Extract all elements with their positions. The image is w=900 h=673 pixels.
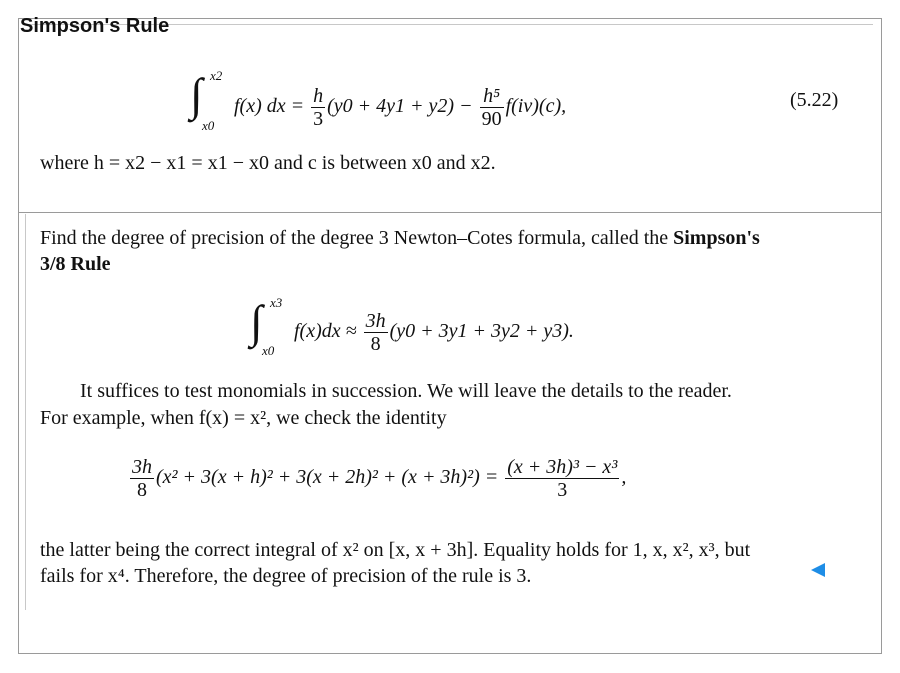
identity-rhs-fraction: $\frac{\text{(x + 3h)³ − x³}}{3}$ xyxy=(507,456,618,501)
simpson-38-terms: (y0 + 3y1 + 3y2 + y3). xyxy=(389,320,574,343)
left-triangle-icon xyxy=(811,563,825,577)
integral-sign: ∫ xyxy=(190,69,203,120)
lower-limit: x0 xyxy=(262,343,275,358)
box-title: Simpson's Rule xyxy=(20,15,170,37)
lower-limit: x0 xyxy=(202,118,215,133)
simpson-terms: (y0 + 4y1 + y2) − xyxy=(327,95,473,118)
paragraph2-line1: the latter being the correct integral of x² on [x, x + 3h]. Equality holds for 1, x, x², x³, but xyxy=(40,539,751,561)
where-clause: where h = x2 − x1 = x1 − x0 and c is between x0 and x2. xyxy=(40,152,496,174)
simpsons-38-equation xyxy=(250,295,670,365)
upper-limit: x3 xyxy=(270,295,283,310)
fraction-3h-over-8: $\frac{3h}{8}$ xyxy=(132,456,152,501)
fraction-h-over-3: $\frac{h}{3}$ xyxy=(313,85,324,130)
equation-number: (5.22) xyxy=(790,89,839,111)
simpsons-rule-equation xyxy=(190,68,670,138)
paragraph1-line1: It suffices to test monomials in succession. We will leave the details to the reader. xyxy=(80,380,732,402)
example-intro-line1: Find the degree of precision of the degree 3 Newton–Cotes formula, called the Simpson's xyxy=(40,227,760,249)
example-side-rule xyxy=(25,214,26,610)
rule-name-bold: Simpson's xyxy=(673,227,760,249)
integrand: f(x)dx ≈ xyxy=(294,320,357,343)
fraction-h5-over-90: $\frac{\text{h⁵}}{90}$ xyxy=(481,85,502,130)
paragraph1-line2: For example, when f(x) = x², we check the identity xyxy=(40,407,447,429)
upper-limit: x2 xyxy=(210,68,223,83)
error-term: f(iv)(c), xyxy=(505,95,567,118)
integrand: f(x) dx = xyxy=(234,95,305,118)
integral-sign: ∫ xyxy=(250,296,263,347)
identity-trailing-comma: , xyxy=(621,466,627,489)
fraction-3h-over-8: $\frac{3h}{8}$ xyxy=(365,310,386,355)
identity-equation xyxy=(128,457,626,500)
example-intro-line2: 3/8 Rule xyxy=(40,253,111,275)
paragraph2-line2: fails for x⁴. Therefore, the degree of precision of the rule is 3. xyxy=(40,565,532,587)
identity-lhs: (x² + 3(x + h)² + 3(x + 2h)² + (x + 3h)²) = xyxy=(156,466,499,489)
